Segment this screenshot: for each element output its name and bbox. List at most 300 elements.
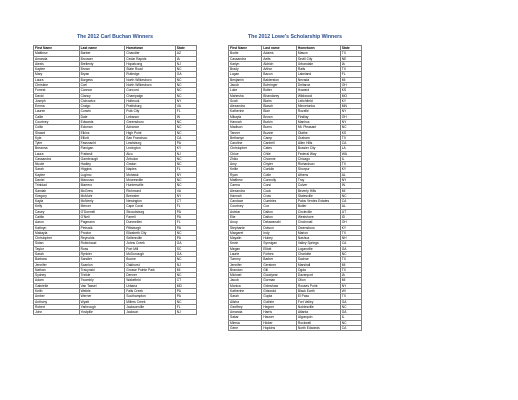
table-cell: Elkins [79, 130, 125, 135]
table-cell: Mooresville [125, 178, 176, 183]
table-cell: KS [340, 88, 361, 93]
table-cell: Chyter [262, 162, 297, 167]
table-cell: Bethanye [229, 135, 262, 140]
table-cell: Johns Creek [125, 241, 176, 246]
table-cell: Gerstner [262, 262, 297, 267]
table-cell: Sydney [34, 273, 80, 278]
table-cell: NC [175, 77, 196, 82]
table-cell: Caitlin [34, 215, 80, 220]
table-cell: TX [340, 294, 361, 299]
table-cell: Lexington [125, 146, 176, 151]
table-cell: Bossier City [296, 146, 340, 151]
table-cell: Valley Springs [296, 241, 340, 246]
table-cell: Rozelle [296, 109, 340, 114]
table-cell: Higgins [79, 167, 125, 172]
table-cell: Elie [229, 215, 262, 220]
table-cell: Camp [262, 135, 297, 140]
table-cell: Troy [296, 178, 340, 183]
table-cell: Katherine [229, 288, 262, 293]
lowes-title: The 2012 Lowe's Scholarship Winners [247, 34, 342, 40]
table-cell: Black Earth [296, 288, 340, 293]
table-cell: Kayla [34, 199, 80, 204]
table-cell: Statesville [296, 193, 340, 198]
table-cell: IL [340, 315, 361, 320]
table-cell: OH [340, 114, 361, 119]
table-cell: CA [340, 325, 361, 330]
table-cell: Gene [229, 325, 262, 330]
table-cell: Daniel [34, 178, 80, 183]
table-cell: PA [175, 215, 196, 220]
table-cell: Amanda [229, 310, 262, 315]
table-cell: Ross [79, 246, 125, 251]
table-cell: Lauren [34, 109, 80, 114]
table-cell: Rails [296, 67, 340, 72]
table-cell: Holbrook [125, 98, 176, 103]
table-cell: PA [175, 225, 196, 230]
table-cell: Craigo [79, 104, 125, 109]
table-cell: Loganville [296, 246, 340, 251]
table-cell: Kaylee [34, 67, 80, 72]
table-cell: Cantrell [262, 141, 297, 146]
table-cell: Oakhurst [125, 262, 176, 267]
table-cell: Wakefield [125, 278, 176, 283]
table-cell: NJ [175, 151, 196, 156]
table-cell: Gregory [34, 193, 80, 198]
table-cell: John [34, 310, 80, 315]
table-cell: CA [175, 135, 196, 140]
table-cell: Kathryn [34, 225, 80, 230]
column-header: Last name [79, 46, 125, 51]
table-cell: MN [340, 104, 361, 109]
table-cell: Hopkins [262, 325, 297, 330]
column-header: State [175, 46, 196, 51]
column-header: Hometown [125, 46, 176, 51]
table-cell: Blaim [262, 98, 297, 103]
table-cell: PA [175, 141, 196, 146]
table-cell: Wyatt [79, 299, 125, 304]
table-cell: Kaylee [34, 172, 80, 177]
table-row [229, 325, 362, 330]
table-cell: Delawanabi [262, 220, 297, 225]
table-cell: Sellersville [125, 236, 176, 241]
table-cell: Guthrie [262, 299, 297, 304]
table-cell: Stephanie [229, 225, 262, 230]
table-cell: Michael [229, 273, 262, 278]
table-cell: O'Donnell [79, 209, 125, 214]
table-cell: Lebanon [125, 114, 176, 119]
table-cell: Breanna [34, 146, 80, 151]
table-cell: Hannah [229, 193, 262, 198]
table-cell: Laura [34, 77, 80, 82]
table-cell: Grosse Pointe Park [125, 267, 176, 272]
table-cell: NC [175, 67, 196, 72]
table-cell: Twombly [79, 278, 125, 283]
table-cell: CT [175, 199, 196, 204]
table-cell: Margaret [229, 230, 262, 235]
table-cell: Kelly [34, 204, 80, 209]
table-cell: Urbandale [296, 61, 340, 66]
table-cell: Naples [125, 167, 176, 172]
table-cell: Sidan [34, 241, 80, 246]
table-cell: Alexandra [229, 188, 262, 193]
table-cell: Monica [229, 283, 262, 288]
table-cell: Robichaud [79, 241, 125, 246]
table-cell: NC [175, 162, 196, 167]
table-cell: IA [340, 61, 361, 66]
table-cell: Burns [262, 125, 297, 130]
table-cell: IL [340, 156, 361, 161]
table-cell: Elliott [79, 135, 125, 140]
table-cell: Bryan [79, 72, 125, 77]
table-cell: Farrell [125, 215, 176, 220]
table-cell: Edwards [79, 119, 125, 124]
table-cell: Sevill City [296, 56, 340, 61]
table-cell: NJ [175, 310, 196, 315]
table-cell: Adams [262, 51, 297, 56]
table-cell: MD [175, 283, 196, 288]
table-cell: Corsi [262, 183, 297, 188]
table-cell: Atlanta [296, 310, 340, 315]
carl-buchan-title: The 2012 Carl Buchan Winners [76, 34, 154, 40]
table-cell: Christopher [34, 236, 80, 241]
table-cell: PA [175, 209, 196, 214]
table-cell: Charlotte [296, 251, 340, 256]
table-cell: Hauser [262, 315, 297, 320]
table-cell: Tracynski [79, 267, 125, 272]
table-cell: TX [340, 67, 361, 72]
table-cell: Proctor [79, 230, 125, 235]
table-cell: Yostpille [79, 310, 125, 315]
table-cell: Culver [296, 183, 340, 188]
table-cell: TX [340, 135, 361, 140]
table-cell: Mancuso [79, 178, 125, 183]
table-cell: Algonquin [296, 315, 340, 320]
table-cell: Newington [125, 199, 176, 204]
table-cell: Samiah [34, 188, 80, 193]
table-cell: Courtney [34, 119, 80, 124]
table-cell: NJ [175, 262, 196, 267]
table-cell: Casey [34, 209, 80, 214]
table-cell: NC [175, 257, 196, 262]
table-cell: Logan [229, 72, 262, 77]
table-cell: Huntersville [125, 183, 176, 188]
table-cell: Elizabeth City [125, 230, 176, 235]
table-cell: Blair [262, 109, 297, 114]
table-cell: Owensboro [296, 225, 340, 230]
column-header: Hometown [296, 46, 340, 51]
table-cell: Cates [262, 146, 297, 151]
table-cell: Sakar [229, 315, 262, 320]
table-cell: McMuhr [79, 193, 125, 198]
table-cell: Arthur [262, 67, 297, 72]
table-cell: GA [340, 310, 361, 315]
table-cell: Marion [296, 230, 340, 235]
table-cell: Alisha [229, 299, 262, 304]
table-cell: Advance [125, 125, 176, 130]
table-cell: North Wilkesboro [125, 82, 176, 87]
table-cell: Fassnacht [79, 141, 125, 146]
table-cell: Mikayla [229, 114, 262, 119]
table-cell: MI [340, 278, 361, 283]
table-cell: Conklin [262, 167, 297, 172]
table-cell: Urbana [125, 283, 176, 288]
table-cell: Goodyear [262, 273, 297, 278]
table-cell: FL [175, 109, 196, 114]
table-cell: FL [175, 304, 196, 309]
table-cell: Candace [229, 199, 262, 204]
table-cell: Reynolds [79, 236, 125, 241]
table-cell: McGrew [79, 188, 125, 193]
table-cell: Bodie [229, 51, 262, 56]
table-cell: Jacob [229, 82, 262, 87]
table-cell: Petrusik [79, 225, 125, 230]
table-cell: TX [340, 257, 361, 262]
table-cell: Hicker [262, 320, 297, 325]
table-cell: NC [175, 178, 196, 183]
table-cell: Clancy [79, 93, 125, 98]
table-cell: NE [340, 56, 361, 61]
table-cell: Westshore [296, 215, 340, 220]
table-cell: Joseph [34, 98, 80, 103]
table-cell: Prattsburg [125, 104, 176, 109]
table-cell: Corwin [79, 109, 125, 114]
table-cell: GA [340, 246, 361, 251]
table-cell: WA [340, 151, 361, 156]
table-cell: Mason [296, 51, 340, 56]
table-cell: Cox [262, 204, 297, 209]
table-cell: Jacksonville [125, 304, 176, 309]
table-cell: TX [340, 162, 361, 167]
table-cell: GA [340, 299, 361, 304]
table-cell: Eckman [79, 125, 125, 130]
lowes-table [228, 45, 362, 331]
table-cell: Deltaroe [296, 82, 340, 87]
table-cell: NY [340, 119, 361, 124]
table-cell: Allen Hills [296, 141, 340, 146]
table-cell: Buzzie [262, 130, 297, 135]
table-cell: Megan [229, 246, 262, 251]
table-cell: Bolter [262, 88, 297, 93]
table-cell: Flanigan [79, 146, 125, 151]
table-cell: Zhiko [229, 156, 262, 161]
table-cell: San Francisco [125, 135, 176, 140]
table-cell: NH [340, 236, 361, 241]
table-cell: Hopatcong [125, 61, 176, 66]
table-cell: Cotie [262, 172, 297, 177]
table-cell: Nathan [34, 267, 80, 272]
table-cell: Greensboro [125, 119, 176, 124]
table-cell: NC [175, 93, 196, 98]
table-cell: Mayalin [229, 236, 262, 241]
table-cell: Anup [229, 220, 262, 225]
table-cell: MI [340, 77, 361, 82]
table-cell: Federal Way [296, 151, 340, 156]
table-cell: Elliott [262, 246, 297, 251]
table-cell: Crow [262, 193, 297, 198]
table-cell: Cassandra [34, 156, 80, 161]
table-cell: Brouwer [79, 56, 125, 61]
table-cell: Manhus [296, 119, 340, 124]
table-cell: Ryan [229, 172, 262, 177]
table-cell: Richmond [125, 188, 176, 193]
table-cell: Minnetonka [296, 104, 340, 109]
table-cell: Chonnie [262, 156, 297, 161]
table-cell: NY [175, 172, 196, 177]
carl-buchan-body [34, 51, 197, 315]
table-cell: GA [175, 241, 196, 246]
table-cell: Cumbies [262, 199, 297, 204]
table-cell: Katherine [229, 109, 262, 114]
table-cell: Mary [34, 72, 80, 77]
table-cell: Graham [296, 135, 340, 140]
table-cell: OH [340, 82, 361, 87]
table-cell: KY [175, 146, 196, 151]
table-cell: Chile [262, 151, 297, 156]
table-cell: Frabosli [79, 151, 125, 156]
table-cell: AZ [175, 51, 196, 56]
table-cell: SC [175, 246, 196, 251]
table-cell: NY [175, 193, 196, 198]
table-cell: McNeely [79, 199, 125, 204]
table-cell: Barbara [34, 257, 80, 262]
table-cell: LA [340, 146, 361, 151]
table-cell: Marshall [296, 262, 340, 267]
table-cell: NC [175, 156, 196, 161]
table-cell: IN [340, 183, 361, 188]
table-cell: Sarah [34, 251, 80, 256]
table-cell: Gabrielle [34, 283, 80, 288]
table-cell: Nicole [34, 162, 80, 167]
table-cell: Ogda [296, 267, 340, 272]
table-cell: Bacon [262, 72, 297, 77]
table-cell: Concord [125, 88, 176, 93]
table-cell: MI [340, 262, 361, 267]
table-cell: Alexis [34, 61, 80, 66]
table-cell: Pittsburgh [125, 225, 176, 230]
table-cell: Scott [229, 98, 262, 103]
table-cell: Circleville [296, 209, 340, 214]
table-cell: PA [175, 294, 196, 299]
table-cell: Christopher [229, 146, 262, 151]
table-cell: GA [175, 251, 196, 256]
table-cell: PA [175, 236, 196, 241]
table-cell: Werner [79, 294, 125, 299]
table-cell: Trinkle [79, 273, 125, 278]
table-cell: Callie [34, 114, 80, 119]
table-cell: Balderston [262, 77, 297, 82]
table-cell: Kevin [229, 241, 262, 246]
table-cell: NC [175, 82, 196, 87]
table-cell: Gupta [262, 294, 297, 299]
table-cell: Amber [34, 294, 80, 299]
table-cell: Lakeland [296, 72, 340, 77]
table-cell: Noblesville [296, 304, 340, 309]
table-row [34, 310, 197, 315]
table-cell: UT [340, 209, 361, 214]
table-cell: Sarah [229, 294, 262, 299]
table-cell: Graton [125, 162, 176, 167]
table-cell: Trinidad [34, 183, 80, 188]
table-cell: Nashua [296, 236, 340, 241]
table-cell: El Paso [296, 294, 340, 299]
table-cell: Shorpur [296, 167, 340, 172]
table-cell: Carl [79, 82, 125, 87]
table-cell: NC [175, 183, 196, 188]
table-cell: Gambrough [79, 156, 125, 161]
table-cell: Pagmann [79, 220, 125, 225]
table-cell: Brellenty [79, 61, 125, 66]
table-cell: OH [340, 220, 361, 225]
table-cell: Keith [34, 288, 80, 293]
table-cell: Burgess [79, 77, 125, 82]
table-cell: Luke [229, 88, 262, 93]
lowes-body [229, 51, 362, 331]
table-cell: Chloe [229, 151, 262, 156]
table-cell: Nevada [296, 77, 340, 82]
table-cell: Shawd [34, 130, 80, 135]
table-cell: Rouses Point [296, 283, 340, 288]
table-cell: Falls Creek [125, 288, 176, 293]
table-cell: Kellie [229, 167, 262, 172]
table-cell: Kyle [34, 135, 80, 140]
table-cell: Cassandra [229, 56, 262, 61]
table-cell: Rutledge [125, 72, 176, 77]
table-cell: Brady [229, 67, 262, 72]
table-cell: MI [340, 188, 361, 193]
table-cell: Southampton [125, 294, 176, 299]
table-cell: Gill [262, 267, 297, 272]
table-cell: Palos Verdes Estates [296, 199, 340, 204]
table-cell: Findlay [296, 114, 340, 119]
table-cell: Matthew [34, 51, 80, 56]
table-cell: Marrero [79, 183, 125, 188]
table-cell: Harris [262, 310, 297, 315]
table-cell: Hannah [229, 119, 262, 124]
table-cell: Leitchfield [296, 98, 340, 103]
table-cell: NY [340, 178, 361, 183]
table-cell: Dale [79, 114, 125, 119]
table-cell: Brewster [125, 193, 176, 198]
table-cell: Barber [79, 51, 125, 56]
table-cell: Beverly Hills [296, 188, 340, 193]
table-cell: CA [340, 199, 361, 204]
table-cell: Fort Valley [296, 299, 340, 304]
table-cell: KY [340, 167, 361, 172]
table-cell: David [34, 93, 80, 98]
table-cell: KY [340, 98, 361, 103]
table-cell: Gorman [262, 278, 297, 283]
table-cell: Rockwell [296, 320, 340, 325]
table-cell: FL [175, 167, 196, 172]
table-cell: Carma [229, 183, 262, 188]
table-cell: Cape Coral [125, 204, 176, 209]
table-cell: Butler [296, 204, 340, 209]
table-cell: Sarah [34, 167, 80, 172]
table-cell: Mt. Pleasant [296, 125, 340, 130]
table-cell: Karlyn [229, 61, 262, 66]
table-cell: AL [340, 172, 361, 177]
column-header: State [340, 46, 361, 51]
table-cell: Caroline [229, 141, 262, 146]
table-cell: Yarbrough [79, 304, 125, 309]
table-cell: NC [340, 125, 361, 130]
table-cell: Anthony [34, 299, 80, 304]
table-cell: Chicago [296, 156, 340, 161]
table-cell: NC [340, 320, 361, 325]
table-cell: GA [175, 72, 196, 77]
table-cell: MI [175, 267, 196, 272]
table-cell: Cichowicz [79, 98, 125, 103]
